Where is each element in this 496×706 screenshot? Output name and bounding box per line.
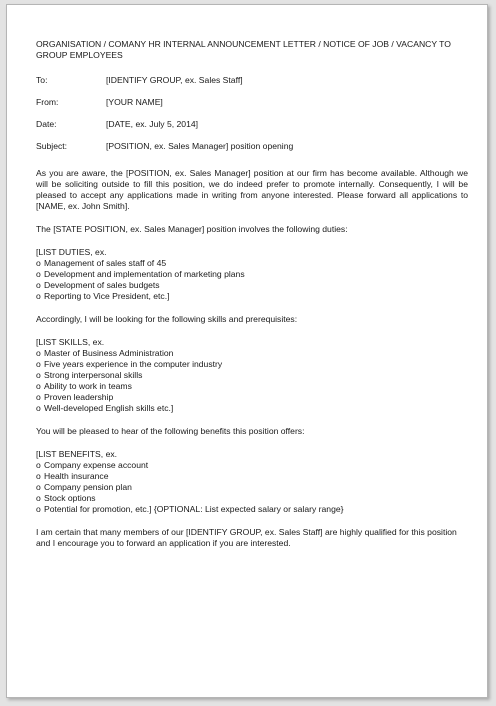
list-item xyxy=(36,348,468,359)
bullet-marker: o xyxy=(36,370,41,380)
letter-content xyxy=(36,39,468,561)
duties-header: [LIST DUTIES, ex. xyxy=(36,247,107,257)
bullet-marker: o xyxy=(36,403,41,413)
list-item xyxy=(36,291,468,302)
to-value: [IDENTIFY GROUP, ex. Sales Staff] xyxy=(106,75,243,85)
from-label: From: xyxy=(36,97,59,107)
benefits-list xyxy=(36,449,468,515)
list-item xyxy=(36,482,468,493)
intro-paragraph: As you are aware, the [POSITION, ex. Sales Manager] position at our firm has become available. Although we will be soliciting outside to fill this position, we do indeed prefer to promote internally. Consequently, I will be pleased to accept any applications made in writing from anyone interested. Please forward all applications to [NAME, ex. John Smith]. xyxy=(36,168,468,211)
duty-text: Development of sales budgets xyxy=(44,280,160,290)
list-item xyxy=(36,493,468,504)
subject-value: [POSITION, ex. Sales Manager] position opening xyxy=(106,141,294,151)
skills-list xyxy=(36,337,468,414)
bullet-marker: o xyxy=(36,482,41,492)
list-item xyxy=(36,359,468,370)
benefit-text: Potential for promotion, etc.] {OPTIONAL: List expected salary or salary range} xyxy=(44,504,344,514)
benefit-text: Company pension plan xyxy=(44,482,132,492)
to-label: To: xyxy=(36,75,48,85)
list-item xyxy=(36,504,468,515)
closing-paragraph: I am certain that many members of our [IDENTIFY GROUP, ex. Sales Staff] are highly qualified for this position and I encourage you to forward an application if you are interested. xyxy=(36,527,457,548)
duties-list xyxy=(36,247,468,302)
list-item xyxy=(36,258,468,269)
bullet-marker: o xyxy=(36,291,41,301)
date-label: Date: xyxy=(36,119,57,129)
bullet-marker: o xyxy=(36,258,41,268)
skills-intro: Accordingly, I will be looking for the following skills and prerequisites: xyxy=(36,314,298,324)
skill-text: Ability to work in teams xyxy=(44,381,132,391)
list-item xyxy=(36,392,468,403)
skill-text: Well-developed English skills etc.] xyxy=(44,403,174,413)
letter-page xyxy=(6,4,488,698)
list-item xyxy=(36,460,468,471)
list-item xyxy=(36,280,468,291)
from-row xyxy=(36,97,468,108)
skill-text: Strong interpersonal skills xyxy=(44,370,143,380)
list-item xyxy=(36,370,468,381)
from-value: [YOUR NAME] xyxy=(106,97,163,107)
benefit-text: Health insurance xyxy=(44,471,109,481)
bullet-marker: o xyxy=(36,504,41,514)
benefits-header: [LIST BENEFITS, ex. xyxy=(36,449,118,459)
subject-row xyxy=(36,141,468,152)
benefit-text: Company expense account xyxy=(44,460,149,470)
bullet-marker: o xyxy=(36,359,41,369)
duties-intro: The [STATE POSITION, ex. Sales Manager] position involves the following duties: xyxy=(36,224,348,234)
bullet-marker: o xyxy=(36,392,41,402)
duty-text: Development and implementation of marketing plans xyxy=(44,269,245,279)
letter-header-fields xyxy=(36,75,468,152)
bullet-marker: o xyxy=(36,269,41,279)
skills-header: [LIST SKILLS, ex. xyxy=(36,337,105,347)
benefits-intro: You will be pleased to hear of the following benefits this position offers: xyxy=(36,426,305,436)
bullet-marker: o xyxy=(36,493,41,503)
bullet-marker: o xyxy=(36,280,41,290)
bullet-marker: o xyxy=(36,348,41,358)
skill-text: Proven leadership xyxy=(44,392,114,402)
list-item xyxy=(36,269,468,280)
bullet-marker: o xyxy=(36,381,41,391)
list-item xyxy=(36,471,468,482)
letter-title: ORGANISATION / COMANY HR INTERNAL ANNOUNCEMENT LETTER / NOTICE OF JOB / VACANCY TO GROUP EMPLOYEES xyxy=(36,39,451,60)
list-item xyxy=(36,381,468,392)
list-item xyxy=(36,403,468,414)
benefit-text: Stock options xyxy=(44,493,96,503)
skill-text: Master of Business Administration xyxy=(44,348,174,358)
bullet-marker: o xyxy=(36,471,41,481)
skill-text: Five years experience in the computer industry xyxy=(44,359,223,369)
bullet-marker: o xyxy=(36,460,41,470)
to-row xyxy=(36,75,468,86)
subject-label: Subject: xyxy=(36,141,68,151)
duty-text: Management of sales staff of 45 xyxy=(44,258,167,268)
duty-text: Reporting to Vice President, etc.] xyxy=(44,291,170,301)
date-value: [DATE, ex. July 5, 2014] xyxy=(106,119,199,129)
date-row xyxy=(36,119,468,130)
